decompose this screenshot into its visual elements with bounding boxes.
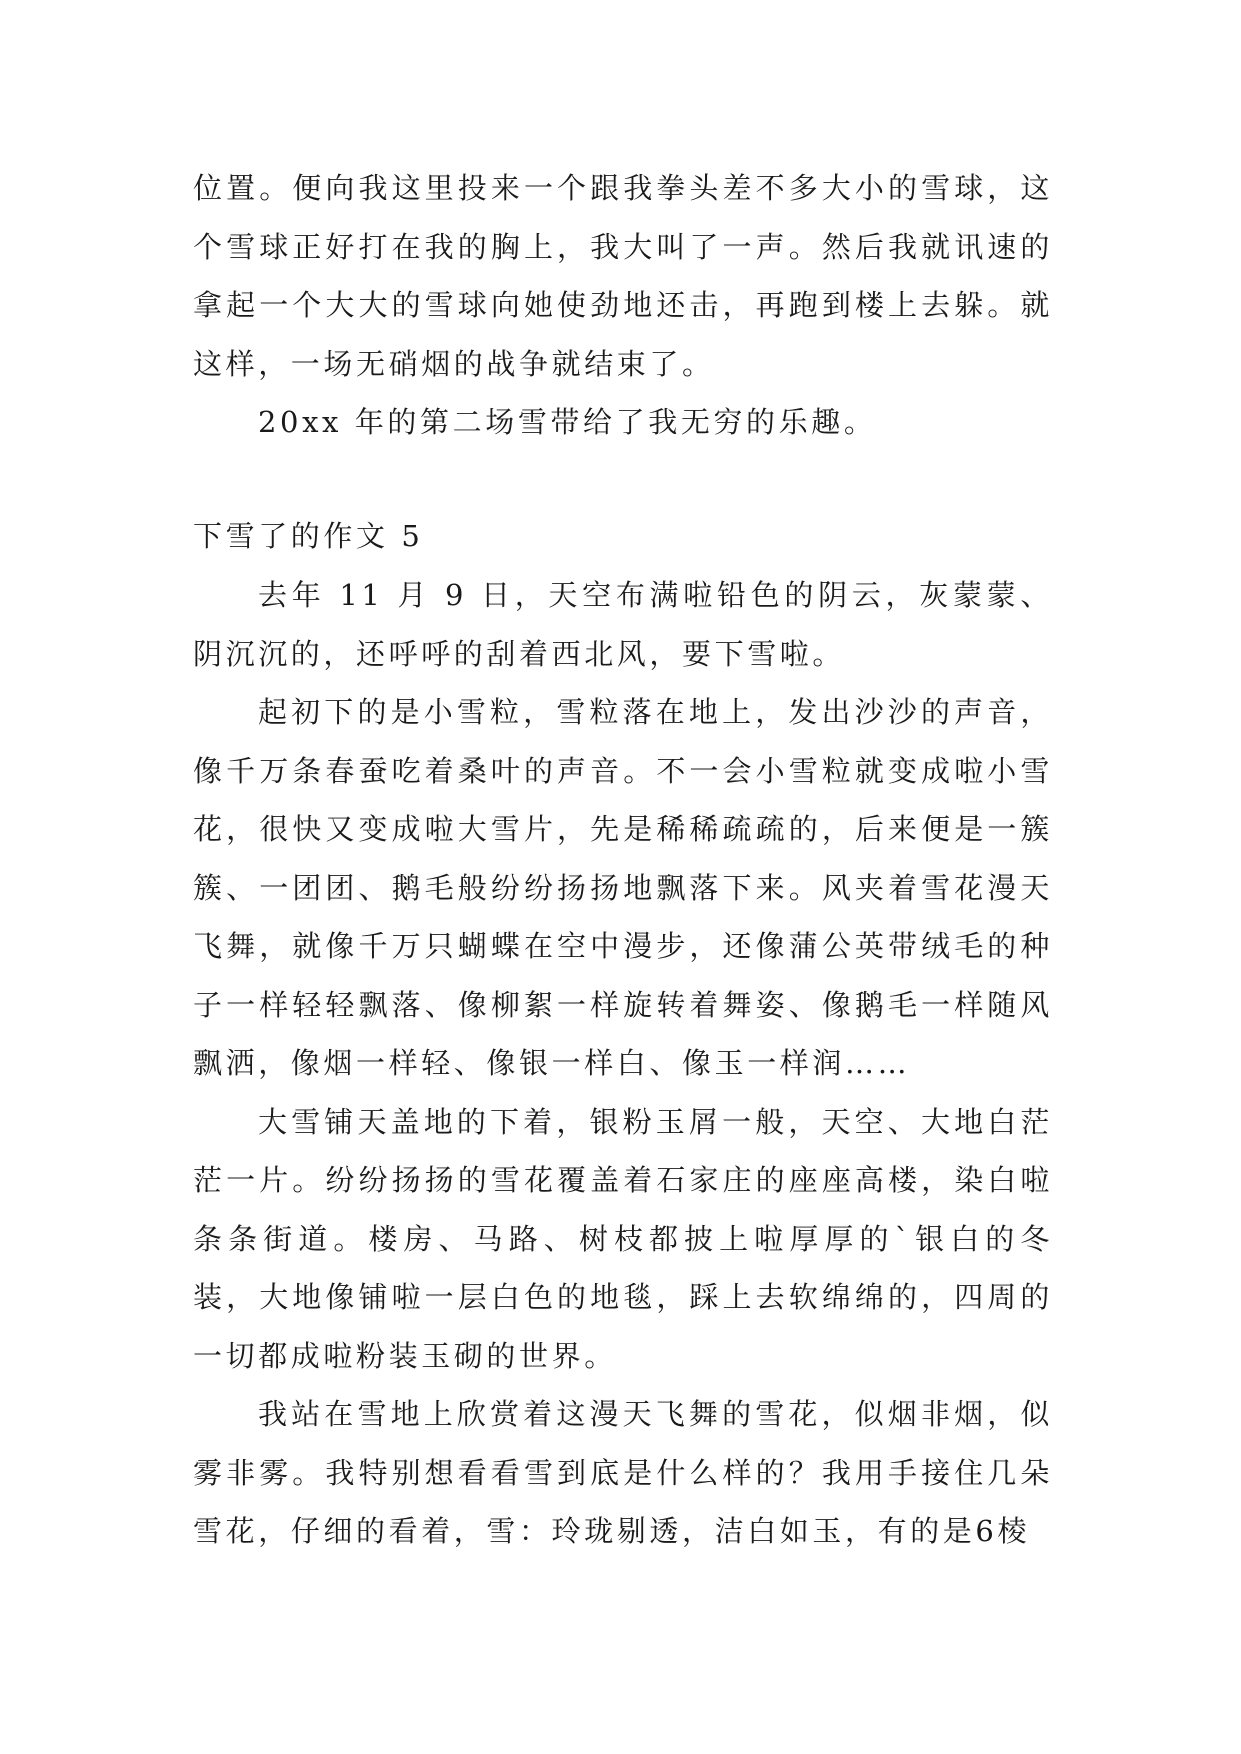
essay-heading: 下雪了的作文 5 xyxy=(193,519,424,553)
paragraph-continued: 位置。便向我这里投来一个跟我拳头差不多大小的雪球，这个雪球正好打在我的胸上，我大叫了一声。然后我就讯速的拿起一个大大的雪球向她使劲地还击，再跑到楼上去躲。就这样，一场无硝烟的战争就结束了。 xyxy=(193,171,1053,381)
paragraph-observation: 我站在雪地上欣赏着这漫天飞舞的雪花，似烟非烟，似雾非雾。我特别想看看雪到底是什么样的？我用手接住几朵雪花，仔细的看着，雪：玲珑剔透，洁白如玉，有的是6棱 xyxy=(193,1397,1053,1548)
paragraph-closing: 20xx 年的第二场雪带给了我无穷的乐趣。 xyxy=(258,405,877,439)
paragraph-snowfall: 起初下的是小雪粒，雪粒落在地上，发出沙沙的声音，像千万条春蚕吃着桑叶的声音。不一会小雪粒就变成啦小雪花，很快又变成啦大雪片，先是稀稀疏疏的，后来便是一簇簇、一团团、鹅毛般纷纷扬扬地飘落下来。风夹着雪花漫天飞舞，就像千万只蝴蝶在空中漫步，还像蒲公英带绒毛的种子一样轻轻飘落、像柳絮一样旋转着舞姿、像鹅毛一样随风飘洒，像烟一样轻、像银一样白、像玉一样润…… xyxy=(193,695,1053,1080)
paragraph-intro: 去年 11 月 9 日，天空布满啦铅色的阴云，灰蒙蒙、阴沉沉的，还呼呼的刮着西北风，要下雪啦。 xyxy=(193,578,1053,671)
section-two-body xyxy=(193,566,1053,1561)
paragraph-snow-cover: 大雪铺天盖地的下着，银粉玉屑一般，天空、大地白茫茫一片。纷纷扬扬的雪花覆盖着石家庄的座座高楼，染白啦条条街道。楼房、马路、树枝都披上啦厚厚的`银白的冬装，大地像铺啦一层白色的地毯，踩上去软绵绵的，四周的一切都成啦粉装玉砌的世界。 xyxy=(193,1104,1053,1373)
section-one-body xyxy=(193,159,1053,452)
